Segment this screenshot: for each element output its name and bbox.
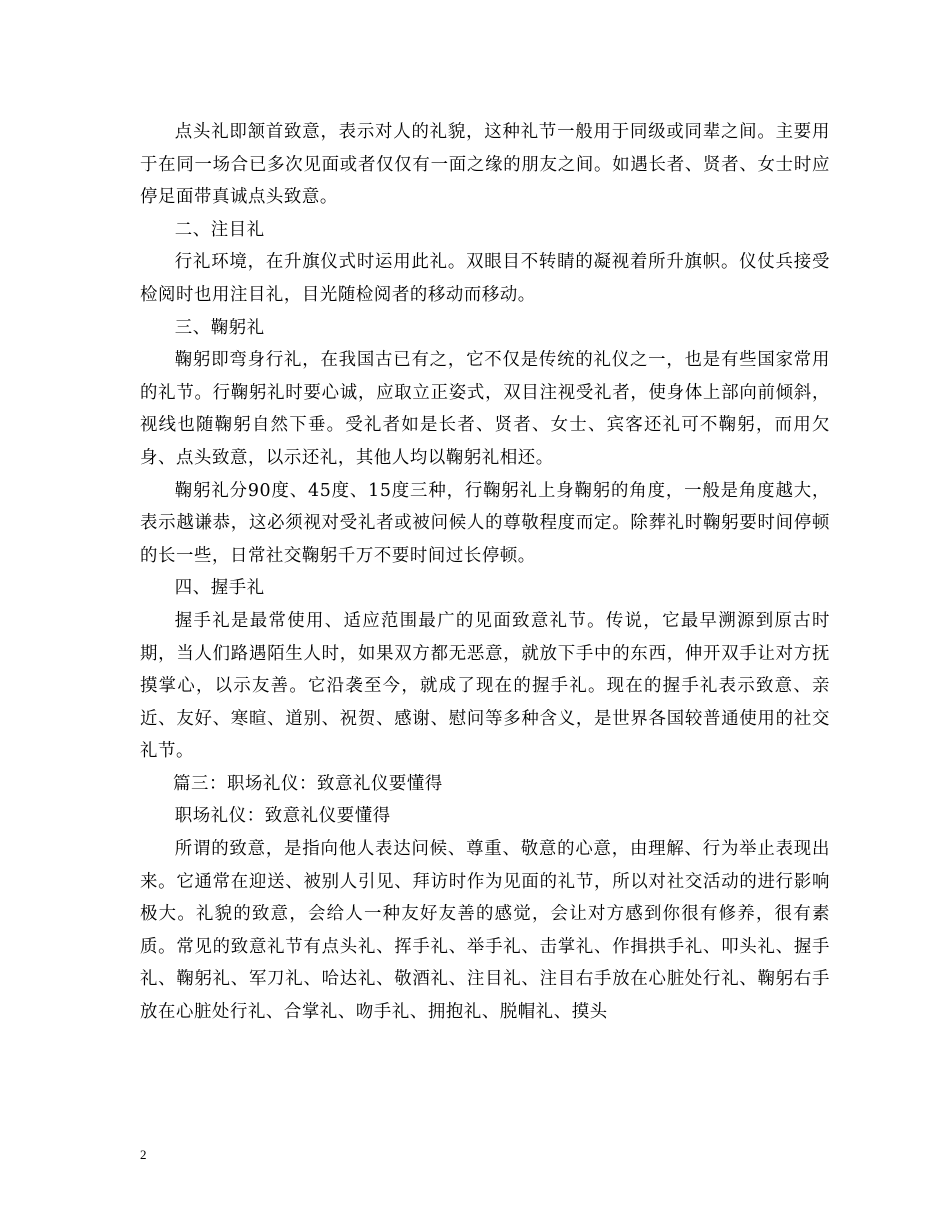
- paragraph-handshake: 握手礼是最常使用、适应范围最广的见面致意礼节。传说，它最早溯源到原古时期，当人们路遇陌生人时，如果双方都无恶意，就放下手中的东西，伸开双手让对方抚摸掌心，以示友善。它沿袭至今，就成了现在的握手礼。现在的握手礼表示致意、亲近、友好、寒暄、道别、祝贺、感谢、慰问等多种含义，是世界各国较普通使用的社交礼节。: [140, 610, 830, 762]
- section-heading-gaze-salute: 二、注目礼: [174, 219, 265, 240]
- paragraph-gaze-salute: 行礼环境，在升旗仪式时运用此礼。双眼目不转睛的凝视着所升旗帜。仪仗兵接受检阅时也用注目礼，目光随检阅者的移动而移动。: [140, 252, 830, 305]
- section-heading-bow: 三、鞠躬礼: [174, 317, 265, 338]
- section-heading-handshake: 四、握手礼: [174, 578, 265, 599]
- page-number: 2: [140, 1147, 147, 1162]
- article-title: 职场礼仪：致意礼仪要懂得: [174, 806, 391, 827]
- paragraph-bow-angles: 鞠躬礼分90度、45度、15度三种，行鞠躬礼上身鞠躬的角度，一般是角度越大，表示越谦恭，这必须视对受礼者或被问候人的尊敬程度而定。除葬礼时鞠躬要时间停顿的长一些，日常社交鞠躬千万不要时间过长停顿。: [140, 480, 830, 566]
- paragraph-bow-description: 鞠躬即弯身行礼，在我国古已有之，它不仅是传统的礼仪之一，也是有些国家常用的礼节。行鞠躬礼时要心诚，应取立正姿式，双目注视受礼者，使身体上部向前倾斜，视线也随鞠躬自然下垂。受礼者如是长者、贤者、女士、宾客还礼可不鞠躬，而用欠身、点头致意，以示还礼，其他人均以鞠躬礼相还。: [140, 350, 830, 468]
- document-body: [140, 116, 830, 1029]
- article-heading: 篇三：职场礼仪：致意礼仪要懂得: [173, 773, 443, 794]
- paragraph-nod-greeting: 点头礼即颔首致意，表示对人的礼貌，这种礼节一般用于同级或同辈之间。主要用于在同一场合已多次见面或者仅仅有一面之缘的朋友之间。如遇长者、贤者、女士时应停足面带真诚点头致意。: [140, 122, 830, 208]
- paragraph-greeting-etiquette: 所谓的致意，是指向他人表达问候、尊重、敬意的心意，由理解、行为举止表现出来。它通常在迎送、被别人引见、拜访时作为见面的礼节，所以对社交活动的进行影响极大。礼貌的致意，会给人一种友好友善的感觉，会让对方感到你很有修养，很有素质。常见的致意礼节有点头礼、挥手礼、举手礼、击掌礼、作揖拱手礼、叩头礼、握手礼、鞠躬礼、军刀礼、哈达礼、敬酒礼、注目礼、注目右手放在心脏处行礼、鞠躬右手放在心脏处行礼、合掌礼、吻手礼、拥抱礼、脱帽礼、摸头: [140, 839, 830, 1023]
